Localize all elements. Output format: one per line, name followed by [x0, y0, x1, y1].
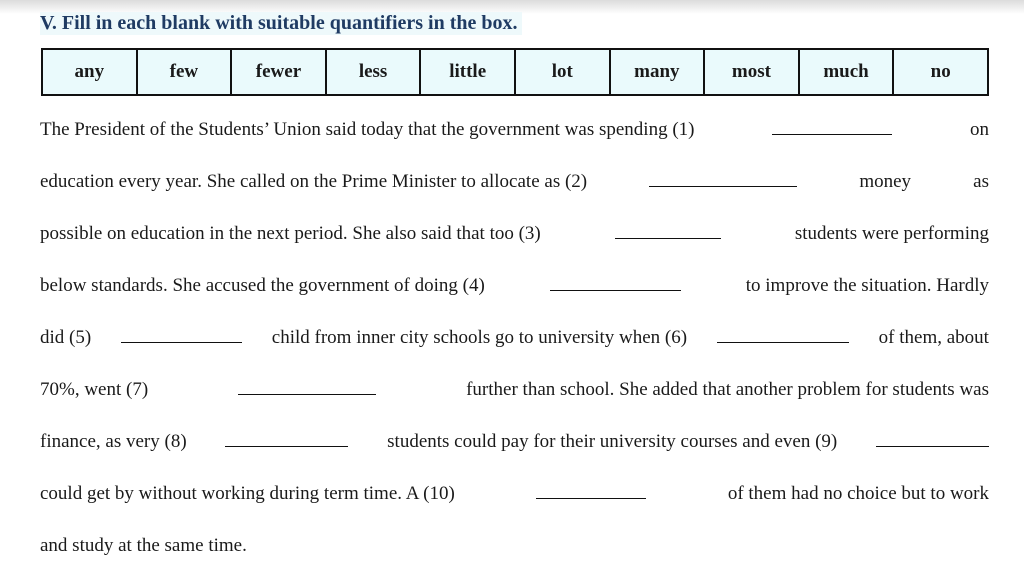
word-box-item: fewer	[231, 49, 326, 95]
exercise-paragraph	[40, 114, 989, 582]
word-box-item: no	[893, 49, 988, 95]
word-box-item: lot	[515, 49, 610, 95]
paragraph-text: on	[970, 119, 989, 140]
paragraph-text: child from inner city schools go to university when (6)	[271, 327, 688, 348]
word-box-item: much	[799, 49, 894, 95]
paragraph-text: to improve the situation. Hardly	[745, 275, 989, 296]
answer-blank[interactable]	[615, 218, 721, 239]
word-box	[41, 48, 989, 96]
paragraph-line	[40, 530, 989, 582]
paragraph-text: The President of the Students’ Union said today that the government was spending (1)	[40, 119, 695, 140]
paragraph-text: students were performing	[794, 223, 989, 244]
paragraph-line	[40, 270, 989, 322]
answer-blank[interactable]	[717, 322, 849, 343]
word-box-item: any	[42, 49, 137, 95]
paragraph-line	[40, 374, 989, 426]
answer-blank[interactable]	[238, 374, 376, 395]
answer-blank[interactable]	[649, 166, 797, 187]
paragraph-text: and study at the same time.	[40, 535, 247, 556]
answer-blank[interactable]	[536, 478, 646, 499]
answer-blank[interactable]	[121, 322, 242, 343]
paragraph-text: of them had no choice but to work	[727, 483, 989, 504]
paragraph-text: could get by without working during term time. A (10)	[40, 483, 455, 504]
paragraph-text: further than school. She added that another problem for students was	[466, 379, 989, 400]
word-box-item: most	[704, 49, 799, 95]
paragraph-line	[40, 166, 989, 218]
answer-blank[interactable]	[876, 426, 989, 447]
paragraph-text: finance, as very (8)	[40, 431, 187, 452]
word-box-item: many	[610, 49, 705, 95]
paragraph-text: money	[859, 171, 912, 192]
paragraph-text: possible on education in the next period. She also said that too (3)	[40, 223, 541, 244]
answer-blank[interactable]	[772, 114, 892, 135]
word-box-item: less	[326, 49, 421, 95]
word-box-item: few	[137, 49, 232, 95]
answer-blank[interactable]	[550, 270, 681, 291]
paragraph-text: education every year. She called on the Prime Minister to allocate as (2)	[40, 171, 588, 192]
paragraph-text: as	[973, 171, 989, 192]
paragraph-text: of them, about	[878, 327, 989, 348]
paragraph-line	[40, 114, 989, 166]
paragraph-text: below standards. She accused the government of doing (4)	[40, 275, 485, 296]
paragraph-line	[40, 478, 989, 530]
answer-blank[interactable]	[225, 426, 348, 447]
paragraph-line	[40, 322, 989, 374]
paragraph-text: students could pay for their university courses and even (9)	[387, 431, 838, 452]
paragraph-line	[40, 426, 989, 478]
exercise-title: V. Fill in each blank with suitable quantifiers in the box.	[40, 12, 522, 35]
word-box-item: little	[420, 49, 515, 95]
paragraph-text: 70%, went (7)	[40, 379, 149, 400]
paragraph-text: did (5)	[40, 327, 92, 348]
paragraph-line	[40, 218, 989, 270]
